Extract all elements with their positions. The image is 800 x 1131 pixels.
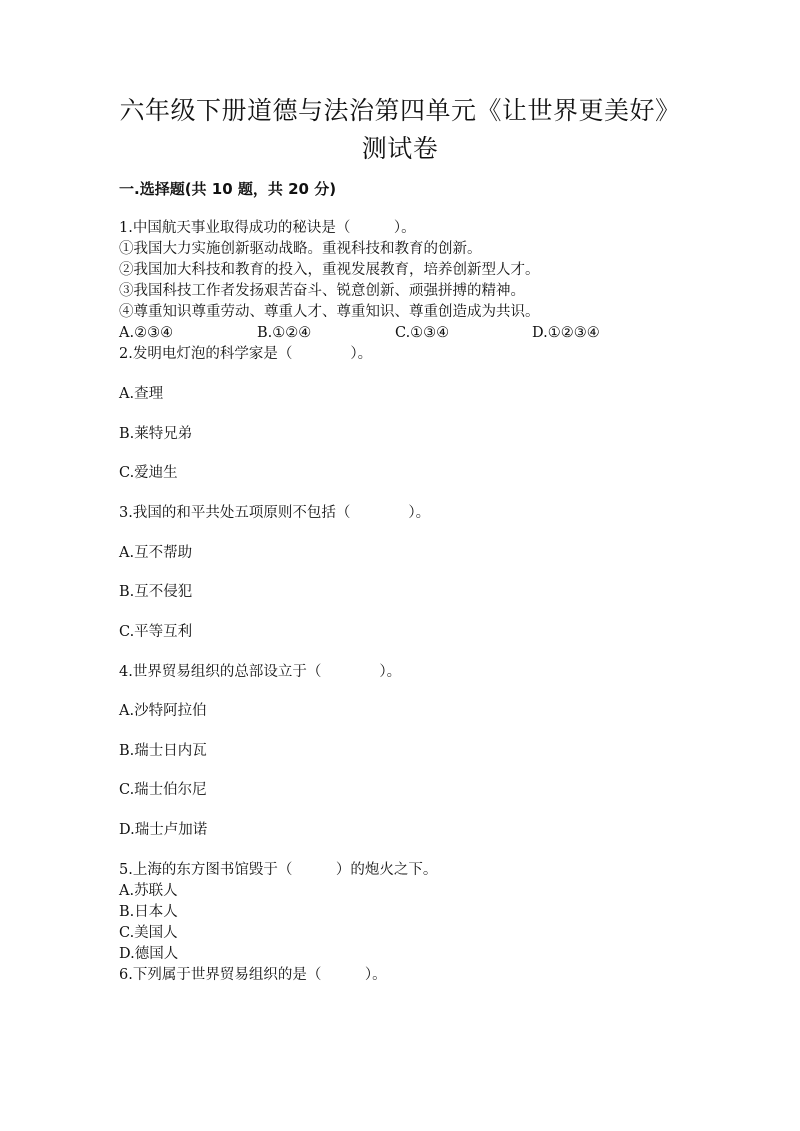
question-1-statement-1: ①我国大力实施创新驱动战略。重视科技和教育的创新。	[119, 241, 482, 257]
question-6-stem: 6.下列属于世界贸易组织的是（ ）。	[119, 967, 387, 983]
question-1-option-d: D.①②③④	[532, 325, 600, 341]
question-5-option-b: B.日本人	[119, 904, 178, 920]
question-2-option-c: C.爱迪生	[119, 465, 178, 481]
section-heading: 一.选择题(共 10 题，共 20 分)	[119, 180, 337, 198]
question-3-stem: 3.我国的和平共处五项原则不包括（ ）。	[119, 505, 431, 521]
question-2-option-b: B.莱特兄弟	[119, 426, 193, 442]
question-4-stem: 4.世界贸易组织的总部设立于（ ）。	[119, 664, 402, 680]
question-2-option-a: A.查理	[119, 386, 164, 402]
exam-title: 六年级下册道德与法治第四单元《让世界更美好》	[119, 96, 681, 125]
question-4-option-b: B.瑞士日内瓦	[119, 743, 207, 759]
question-1-option-c: C.①③④	[395, 325, 450, 341]
question-4-option-d: D.瑞士卢加诺	[119, 822, 208, 838]
question-3-option-a: A.互不帮助	[119, 545, 193, 561]
question-1-statement-3: ③我国科技工作者发扬艰苦奋斗、锐意创新、顽强拼搏的精神。	[119, 283, 525, 299]
question-3-option-b: B.互不侵犯	[119, 584, 193, 600]
question-1-options	[119, 323, 679, 343]
question-5-option-a: A.苏联人	[119, 883, 178, 899]
question-1-stem: 1.中国航天事业取得成功的秘诀是（ ）。	[119, 220, 416, 236]
question-5-stem: 5.上海的东方图书馆毁于（ ）的炮火之下。	[119, 862, 438, 878]
question-3-option-c: C.平等互利	[119, 624, 193, 640]
question-1-option-a: A.②③④	[119, 325, 174, 341]
question-1-option-b: B.①②④	[257, 325, 312, 341]
question-4-option-a: A.沙特阿拉伯	[119, 703, 207, 719]
question-1-statement-4: ④尊重知识尊重劳动、尊重人才、尊重知识、尊重创造成为共识。	[119, 304, 540, 320]
question-5-option-c: C.美国人	[119, 925, 178, 941]
exam-title-line2: 测试卷	[361, 134, 439, 163]
question-1-statement-2: ②我国加大科技和教育的投入，重视发展教育，培养创新型人才。	[119, 262, 540, 278]
question-2-stem: 2.发明电灯泡的科学家是（ ）。	[119, 346, 373, 362]
question-5-option-d: D.德国人	[119, 946, 179, 962]
question-4-option-c: C.瑞士伯尔尼	[119, 782, 207, 798]
